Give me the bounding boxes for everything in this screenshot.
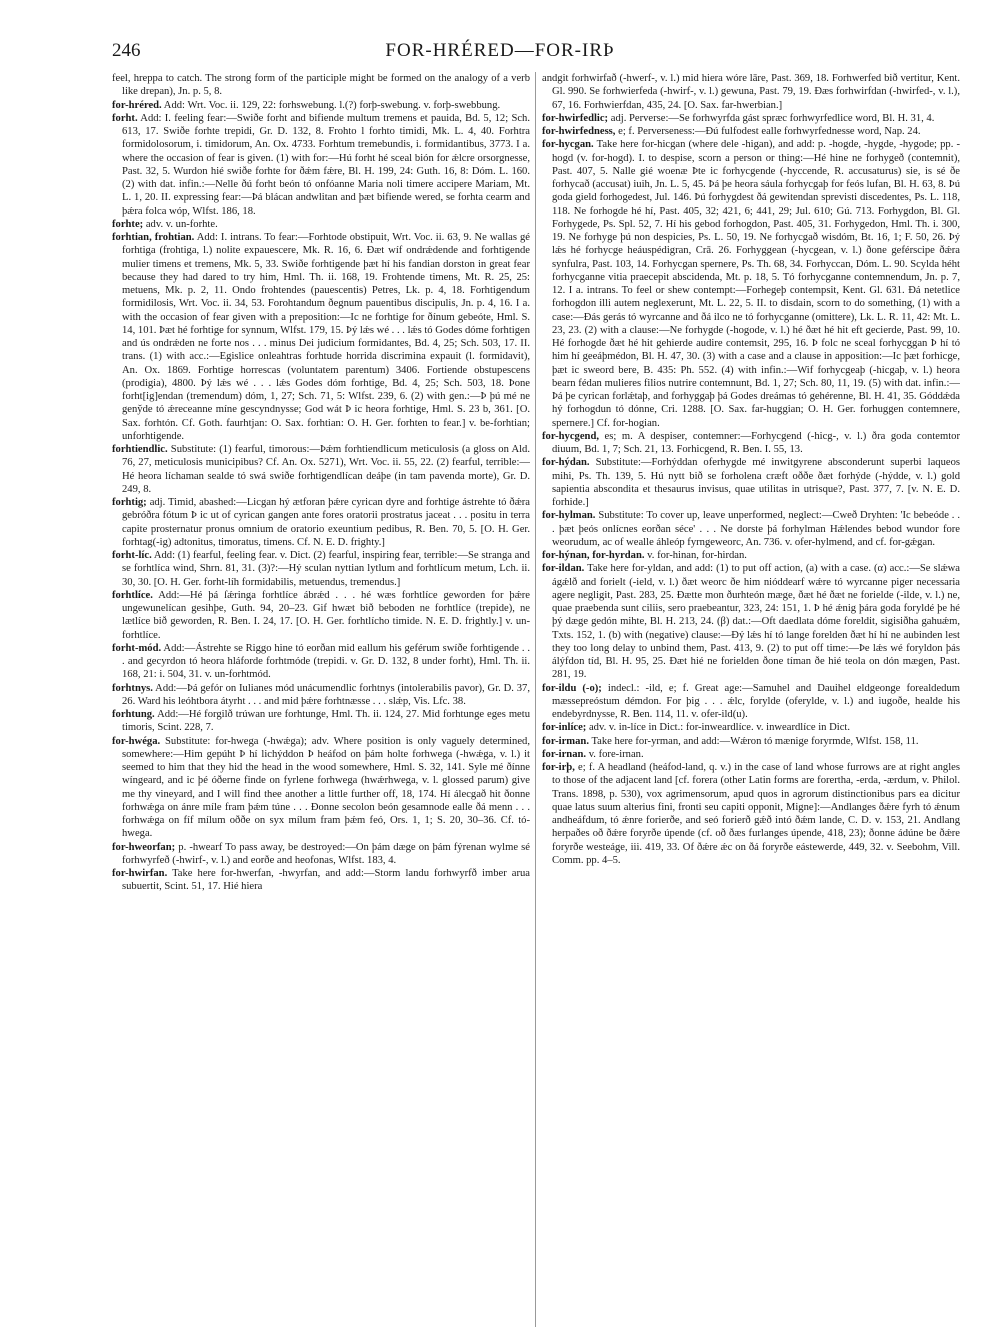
headword: for-hycgend, — [542, 430, 599, 442]
entry-text: v. for-hinan, for-hirdan. — [647, 550, 747, 561]
headword: forht-líc. — [112, 550, 152, 561]
headword: forhtnys. — [112, 682, 153, 694]
headword: for-hylman. — [542, 510, 596, 522]
headword: for-hwirfedlic; — [542, 112, 609, 124]
entry-text: andgit forhwirfað (-hwerf-, v. l.) mid hiera wóre lāre, Past. 369, 18. Forhwerfed bið vertitur, Kent. Gl. 990. Se forhwierfeda (-hwirf-, v. l.) gewuna, Past. 79, 19. Ðæs forhwirfdan (-hwirfed-, v. l.), 67, 16. Forhwierfdan, 435, 24. [O. Sax. far-hwerbian.] — [542, 73, 960, 111]
headword: for-inlíce; — [542, 722, 587, 734]
dictionary-entry — [112, 72, 530, 99]
dictionary-entry — [542, 72, 960, 112]
entry-text: Substitute: To cover up, leave unperformed, neglect:—Cweð Dryhten: 'Ic bebeóde . . . þæt þeós onlícnes eorðan séce' . . . Ne dorste þá forhylman Hǽlendes bebod wundor fore weorudum, ac of wealle áhleóp fyrngeweorc, An. 736. v. ofer-hylmend, and cf. for-gǽgan. — [552, 510, 960, 548]
headword: forhtig; — [112, 497, 147, 508]
dictionary-entry — [542, 549, 960, 562]
dictionary-entry — [542, 682, 960, 722]
entry-text: Take here for-hicgan (where dele -higan), and add: p. -hogde, -hygde, -hygode; pp. -hogd (v. for-hogd). I. to despise, scorn a person or thing:—Hé hine ne forhygeð (contemnit), Past. 407, 5. Nalle gié woenæ Þte ic forhycgende (-hyccende, R. accusaturus) sie, is sé ðe forhycað (accusat) iuih, Jn. L. 5, 45. Þá þe heora sáula forhycgaþ for feós lufan, Bl. H. 63, 8. Þú goda gield forhogedest, Jul. 146. Þú forhygdest ðá gewitendan sprevisti discedentes, Ps. L. 118, 118. Ne forhogde hé hí, Past. 405, 32; 421, 6; 441, 29; Jul. 610; Gú. 713. Forhygdon, Bl. Gl. Forhygede, Ps. Spl. 52, 7. Hí his gebod forhogdon, Past. 405, 31. Forhygedon, Hml. Th. i. 300, 19. Ne forhyge þú non despicies, Ps. L. 50, 19. Ne forhycgað wisdóm, Bt. 16, 1; F. 50, 26. Þý lǽs hé forhycge heáuspédigran, Crā. 26. Forhyggean (-hycgean, v. l.) ðone geférscipe ðǽra synfulra, Past. 103, 14. Forhycgan spernere, Ps. Th. 68, 34. Forhyccan, Dóm. L. 90. Scylda héht forhycganne vitia praecepit abscidenda, Mt. p. 18, 5. Tó forhycganne contemnendum, Jn. p. 7, 12. I a. intrans. To feel or shew contempt:—Forhegeþ contempsit, Kent. Gl. 631. Ðá netetlice forhogdon illi autem neglexerunt, Mt. L. 22, 5. II. to disdain, scorn to do something, (1) with a case:—Ðás gerás tó wyrcanne and ðá ilco ne tó forhycganne (omittere), Lk. L. R. 11, 42: Mt. L. 23, 23. (2) with a clause:—Ne forhygde (-hogode, v. l.) hé ðæt hé hit eft gecierde, Past. 99, 10. Hé forhogde ðæt hé hit gehierde audire contemsit, 295, 16. Þ folc ne sceal forhycggan Þ hí tó him hí geeáþmédon, Bl. H. 47, 30. (3) with a case and a clause in apposition:—Ic þæt forhicge, þæt ic sweord bere, B. 435: Ph. 552. (4) with infin.:—Wif forhycgeaþ (-hicgaþ, v. l.) heora bearn fédan mulieres filios nutrire contemnunt, Bd. 1, 27; Sch. 80, 11, 19. (5) with dat. infin.:—Þá þe cyrican forlǽtaþ, and forhyggaþ þá Godes dreámas tó gehérenne, Bl. H. 41, 35. Góddǽda hý forhogdun tó dónne, Cri. 1288. [O. Sax. far-huggian; O. H. Ger. forhuggen contemnere, spernere.] Cf. for-hogian. — [552, 139, 960, 429]
headword: for-hýnan, for-hyrdan. — [542, 550, 645, 561]
entry-text: e; f. Perverseness:—Ðú fulfodest ealle forhwyrfednesse word, Nap. 24. — [618, 126, 921, 137]
headword: forht-mód. — [112, 642, 162, 654]
headword: forhtiendlic. — [112, 444, 168, 455]
dictionary-entry — [112, 496, 530, 549]
dictionary-entry — [112, 708, 530, 735]
entry-text: Substitute: for-hwega (-hwǽga); adv. Where position is only vaguely determined, somewhere:—Him gepúht Þ hí lichýddon Þ heáfod on þám holte forhwega (-hwǽga, v. l.) it seemed to him that they hid the head in the wood somewhere, Hml. S. 32, 141. Syle mé ðínne wíngeard, and ic þé óðerne finde on fyrlene forhwega (hwǽrhwega, v. l. glossed parum) give me thy vineyard, and I will find thee another a little further off, 18, 174. Hí álecgað hit ðonne forhwǽga on ánre míle fram þǽm túne . . . Ðonne secolon beón gesamnode ealle ðá menn . . . forhwǽga on fíf mílum oððe on syx mílum fram þǽm feó, Ors. 1, 1; S. 20, 30–36. Cf. tó-hwega. — [122, 735, 530, 840]
dictionary-entry — [542, 456, 960, 509]
dictionary-entry — [112, 443, 530, 496]
entry-text: p. -hwearf To pass away, be destroyed:—On þám dæge on þám fýrenan wylme sé forhwyrfeð (-hwirf-, v. l.) and eorðe and heofonas, Wlfst. 183, 4. — [122, 841, 530, 866]
dictionary-entry — [112, 867, 530, 894]
entry-text: Add: Wrt. Voc. ii. 129, 22: forhswebung. l.(?) forþ-swebung. v. forþ-swebbung. — [163, 99, 501, 111]
entry-text: Add:—Ástrehte se Riggo hine tó eorðan mid eallum his geférum swíðe forhtigende . . . and gecyrdon tó heora hláforde forhtmóde (trepidi. v. Gr. D. 132, 8 under forht), Hml. Th. ii. 168, 21: i. 504, 31. v. un-forhtmód. — [122, 642, 530, 681]
dictionary-entry — [112, 218, 530, 231]
entry-text: indecl.: -ild, e; f. Great age:—Samuhel and Dauihel eldgeonge forealdedum mæssepreóstum démdon. For þig . . . ǽlc, forylde (oferylde, v. l.) and iugoðe, healde his endebyrdnysse, R. Ben. 114, 11. v. ofer-ild(u). — [552, 682, 960, 720]
entry-text: Add: (1) fearful, feeling fear. v. Dict. (2) fearful, inspiring fear, terrible:—Se stranga and se forhtlíca wind, Shrn. 81, 31. (3)?:—Hý sculan nyttian lytlum and forhtlícum metum, Lch. ii. 30, 30. [O. H. Ger. forht-líh formidabilis, metuendus, tremendus.] — [122, 550, 530, 588]
entry-text: feel, hreppa to catch. The strong form of the participle might be formed on the analogy of a verb like drepan), Jn. p. 5, 8. — [112, 73, 530, 98]
dictionary-entry — [112, 841, 530, 868]
entry-text: Add:—Hé forgilð trúwan ure forhtunge, Hml. Th. ii. 124, 27. Mid forhtunge eges metu timoris, Scint. 228, 7. — [122, 709, 530, 734]
dictionary-entry — [542, 735, 960, 748]
dictionary-entry — [542, 562, 960, 681]
entry-text: Take here for-yldan, and add: (1) to put off action, (a) with a case. (α) acc.:—Se slǽwa ágǽlð and forielt (-ield, v. l.) ðæt weorc ðe him nióddearf wǽre tó wyrcanne piger necessaria agere negligit, Past. 283, 25. Ðætte mon ðurhteón mæge, ðæt hé ðæt ne forielde (-ilde, v. l.) ne, quae praebenda sunt ciliis, sero praebeantur, 323, 24: 151, 1. Þ hé ǽnig þára goda foryldé þe hé þý dæge gedón mihte, Bl. H. 213, 24. (β) dat.:—Oft daedlata dóme foreldit, sigisiðha gahuǽm, Txts. 152, 1. (b) with (negative) clause:—Ðý lǽs hí tó lange forelden ðæt hí hí ne aubinden lest they too long delay to unbind them, Past. 413, 9. (2) to put off time:—Þe lǽs wé foryldon þás álýfdon tíd, Bl. H. 95, 25. Ðæt hié ne forielden ðone tíman ðe hié teola on dón mægen, Past. 281, 19. — [552, 563, 960, 681]
entry-text: adj. Perverse:—Se forhwyrfda gást spræc forhwyrfedlice word, Bl. H. 31, 4. — [610, 112, 935, 124]
headword: for-ildan. — [542, 563, 585, 575]
headword: for-hycgan. — [542, 139, 594, 151]
dictionary-entry — [112, 642, 530, 682]
dictionary-entry — [542, 748, 960, 761]
entry-text: adv. v. in-líce in Dict.: for-inweardlíce. v. inweardlíce in Dict. — [588, 722, 850, 734]
dictionary-entry — [542, 138, 960, 430]
headword: for-irþ, — [542, 762, 575, 773]
entry-text: Add:—Þá gefór on Iulianes mód unácumendlic forhtnys (intolerabilis pavor), Gr. D. 37, 26. Ward his leóhtbora átyrht . . . and mid þǽre forhtnæsse . . . slǽp, Vis. Lfc. 38. — [122, 682, 530, 707]
entry-text: es; m. A despiser, contemner:—Forhycgend (-hicg-, v. l.) ðra goda contemtor diuum, Bd. 1, 7; Sch. 21, 13. Forhicgend, R. Ben. I. 55, 13. — [552, 430, 960, 455]
headword: for-hwirfan. — [112, 868, 168, 879]
dictionary-entry — [542, 430, 960, 457]
dictionary-entry — [542, 721, 960, 734]
headword: forhtung. — [112, 709, 155, 720]
entry-text: e; f. A headland (heáfod-land, q. v.) in the case of land whose furrows are at right angles to those of the adjacent land [cf. forera (other Latin forms are forertha, -erda, -ærdum, v. Philol. Trans. 1898, p. 530), vox agrimensorum, apud quos in agrorum distinctionibus pars ea dicitur quae latus suum alterius fini, fronti seu capiti opponit, Migne]:—Andlanges ðǽre fyrh tó ǽnum andheáfdum, tó ǽnre forierðe, and seó forierð gǽð intó ðǽm lande, C. D. v. 153, 21. Andlang herpaðes oð ðǽre foryrðe úpende (cf. oð ðæs furlanges úpende, 418, 23); ðonne ádúne be ðǽre foryrðe westeáge, iii. 419, 33. Of ðǽre ǽc on ðá foryrðe eástewerde, 449, 32. v. Seebohm, Vill. Comm. pp. 4–5. — [552, 762, 960, 866]
entry-text: adj. Timid, abashed:—Licgan hý ætforan þǽre cyrican dyre and forhtige ástrehte tó ðǽra gebróðra fótum Þ ic ut of cyrican gangen ante fores oratorii prostratus jaceat . . . positu in terra capite prosternatur pronus omnium de oratorio exeuntium pedibus, R. Ben. 70, 5. [O. H. Ger. forhtag(-ig) adtonitus, timoratus, timens. Cf. N. E. D. frighty.] — [122, 497, 530, 548]
headword: for-hwirfedness, — [542, 126, 616, 137]
headword: for-hréred. — [112, 99, 162, 111]
headword: for-irman. — [542, 735, 589, 747]
dictionary-entry — [112, 549, 530, 589]
dictionary-entry — [112, 682, 530, 709]
dictionary-entry — [112, 231, 530, 443]
column-divider — [535, 72, 536, 1327]
entry-text: Add:—Hé þá ſǽringa forhtlíce ábrǽd . . . hé wæs forhtlíce geworden for þǽre ungewunelícan gesihþe, Guth. 94, 20–23. Gif hwæt bið beboden ne forhtlíce (trepide), ne lætlíce bið geworden, R. Ben. I. 24, 17. [O. H. Ger. forhtlícho timide. N. E. D. frightly.] v. un-forhtlíce. — [122, 589, 530, 641]
headword: for-hýdan. — [542, 457, 590, 469]
dictionary-entry — [112, 735, 530, 841]
entry-text: adv. v. un-forhte. — [145, 218, 218, 230]
left-column — [112, 72, 530, 1327]
dictionary-entry — [542, 761, 960, 867]
entry-text: Substitute:—Forhýddan oferhygde mé inwitgyrene absconderunt superbi laqueos mihi, Ps. Th. 139, 5. Hú nytt bið se forholena cræft oððe ðæt forhýde (-hýdde, v. l.) gold sapientia abscondita et thesaurus invisus, quae utilitas in utrisque?, Past. 377, 7. [v. N. E. D. forhide.] — [552, 457, 960, 508]
entry-text: Take here for-hwerfan, -hwyrfan, and add:—Storm landu forhwyrfð imber arua subuertit, Scint. 51, 17. Hié hiera — [122, 868, 530, 893]
dictionary-entry — [542, 509, 960, 549]
headword: forht. — [112, 112, 138, 124]
dictionary-entry — [112, 99, 530, 112]
headword: forhtlíce. — [112, 589, 153, 601]
headword: for-irnan. — [542, 748, 587, 760]
headword: for-hwéga. — [112, 735, 161, 747]
right-column — [542, 72, 960, 1327]
headword: for-ildu (-o); — [542, 682, 602, 694]
entry-text: Substitute: (1) fearful, timorous:—Þǽm forhtiendlicum meticulosis (a gloss on Ald. 76, 27, meticulosis municipibus? Cf. An. Ox. 5271), Wrt. Voc. ii. 55, 22. (2) fearful, terrible:—Hé heora líchaman sealde tó swá swiðe forhtigendlícan deáþe (in tam pavenda morte), Gr. D. 249, 8. — [122, 444, 530, 495]
dictionary-entry — [112, 112, 530, 218]
dictionary-entry — [542, 112, 960, 125]
dictionary-entry — [542, 125, 960, 138]
entry-text: Take here for-yrman, and add:—Wǽron tó mænige foryrmde, Wlfst. 158, 11. — [591, 735, 919, 747]
page-number: 246 — [112, 40, 141, 61]
headword: forhte; — [112, 218, 144, 230]
entry-text: Add: I. intrans. To fear:—Forhtode obstipuit, Wrt. Voc. ii. 63, 9. Ne wallas gé forhtiga (frohtiga, l.) nolite expauescere, Mk. R. 16, 6. Ðæt wíf ondrǽdende and forhtigende mulier timens et tremens, Mk. 5, 33. Swiðe forhtigende þæt hí his fandian dorston in great fear because they had dared to try him, Hml. Th. ii. 168, 19. Frohtende timens, Mt. R. 25, 25: metuens, Mk. p. 2, 11. Ondo frohtendes (pauescentis) Petres, Lk. p. 4, 18. Forhtigendum formidilosis, Wrt. Voc. ii. 34, 53. Forohtandum ðegnum pauentibus discipulis, Jn. p. 4, 16. I a. with the occasion of fear given with a preposition:—Ic ne forhtige for ðínum gebeóte, Hml. S. 14, 101. Þæt hé forhtige for synnum, Wlfst. 179, 15. Þý lǽs wé . . . lǽs tó Godes dóme forhtigen and ús ondrǽden ne forte nos . . . minus Dei judicium formidantes, Bd. 4, 25; Sch. 503, 17. II. trans. (1) with acc.:—Egislice onleahtras forhtude horrida discrimina expauit (l. formidavit), An. Ox. 1869. Forhtige horrescas (voluntatem parentum) 3406. Fortiende obstupescens (prodigia), 4800. Þý lǽs wé . . . lǽs Godes dóm forhtige, Bd. 4, 25; Sch. 503, 18. Þone forht[ig]endan (tremendum) dóm, 1, 27; Sch. 71, 5: Wlfst. 239, 6. (2) with gen.:—Þ þú mé ne geny̆de tó ǽreceanne míne gescyndnysse; God wát Þ ic heora forhtige, Hml. S. 23 b, 361. [O. Sax. forhtón. Cf. Goth. faurhtjan: O. Sax. forhtian: O. H. Ger. forhten to fear.] v. be-forhtian; unforhtigende. — [122, 232, 530, 442]
entry-text: Add: I. feeling fear:—Swiðe forht and bifiende multum tremens et pauida, Bd. 5, 12; Sch. 613, 17. Swiðe forhte trepidi, Gr. D. 132, 8. Frohto l forhto timidi, Mk. L. 4, 40. Forhtra formidolosorum, i. timidorum, An. Ox. 4733. Forhtum tremebundis, i. formidantibus, 3773. I a. where the occasion of fear is given. (1) with for:—Hú forht hé sceal bión for ǽlcre orsorgnesse, Past. 32, 5. Wurdon hié swiðe forhte for ðǽm fǽre, Bl. H. 199, 24: Guth. 16, 8: Dóm. L. 160. (2) with dat. infin.:—Nelle ðú forht beón tó onfóanne Maria noli timere accipere Mariam, Mt. L. 1, 20. II. expressing fear:—Þá blácan andwlitan and þæt bifiende wered, se forhta cearm and þǽra folca wóp, Wlfst. 186, 18. — [122, 112, 530, 217]
headword: forhtian, frohtian. — [112, 232, 195, 243]
headword: for-hweorfan; — [112, 841, 176, 853]
dictionary-entry — [112, 589, 530, 642]
entry-text: v. fore-irnan. — [588, 748, 644, 760]
running-head: FOR-HRÉRED—FOR-IRÞ — [385, 40, 615, 61]
